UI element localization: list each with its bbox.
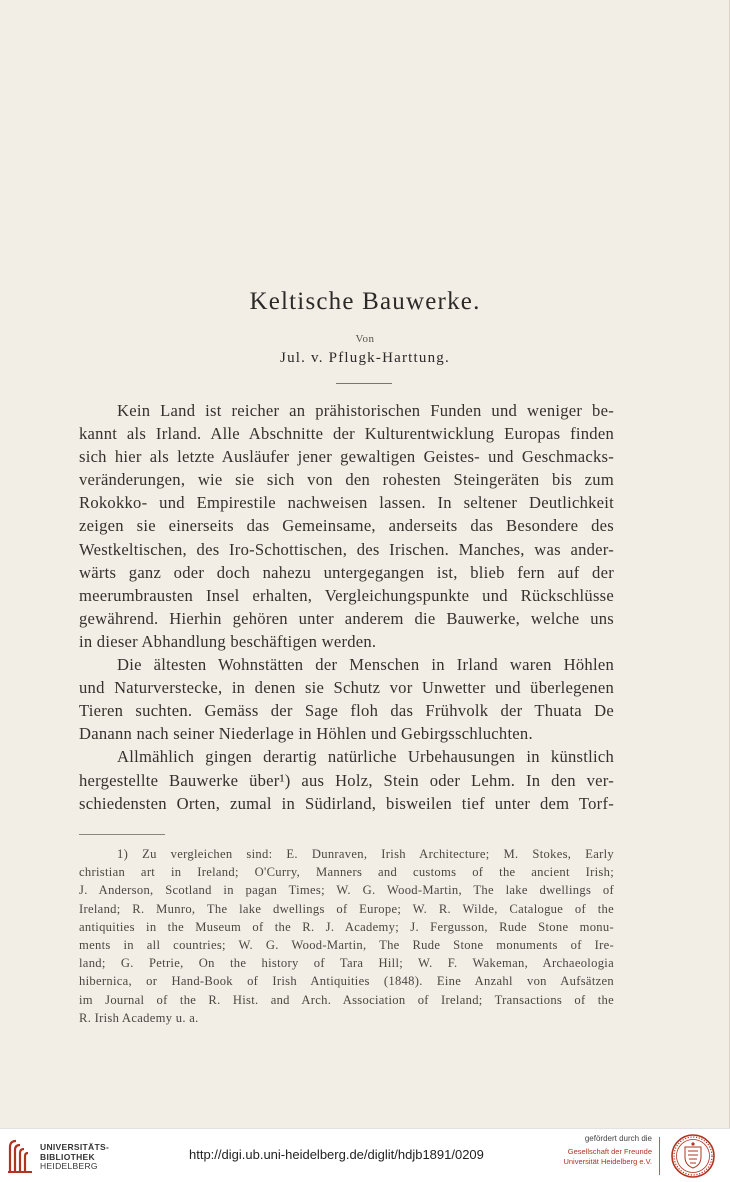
library-logo-icon[interactable] — [6, 1137, 36, 1175]
byline-von: Von — [355, 333, 375, 345]
article-author: Jul. v. Pflugk-Harttung. — [280, 350, 450, 366]
article-title: Keltische Bauwerke. — [249, 288, 481, 315]
body-line: hergestellte Bauwerke über¹) aus Holz, Stein oder Lehm. In den ver- — [79, 770, 614, 790]
footnote-line: Ireland; R. Munro, The lake dwellings of Europe; W. R. Wilde, Catalogue of the — [79, 901, 614, 916]
body-line: zeigen sie einerseits das Gemeinsame, anderseits das Besondere des — [79, 516, 614, 536]
body-line: Westkeltischen, des Iro-Schottischen, des Irischen. Manches, was ander- — [79, 539, 614, 559]
body-text — [79, 399, 614, 815]
footnote-line: im Journal of the R. Hist. and Arch. Association of Ireland; Transactions of the — [79, 992, 614, 1007]
footnote-divider — [79, 834, 165, 835]
footnote-line: 1) Zu vergleichen sind: E. Dunraven, Irish Architecture; M. Stokes, Early — [117, 847, 614, 861]
footnote-line: antiquities in the Museum of the R. J. Academy; J. Fergusson, Rude Stone monu- — [79, 919, 614, 934]
sponsor-divider — [659, 1137, 660, 1175]
viewer-footer — [0, 1128, 730, 1182]
footnote-line: J. Anderson, Scotland in pagan Times; W. G. Wood-Martin, The lake dwellings of — [79, 883, 614, 898]
body-line: meerumbrausten Insel erhalten, Vergleichungspunkte und Rückschlüsse — [79, 585, 614, 605]
body-line: in dieser Abhandlung beschäftigen werden. — [79, 631, 377, 651]
permalink-url[interactable]: http://digi.ub.uni-heidelberg.de/diglit/hdjb1891/0209 — [189, 1147, 484, 1162]
footnote-line: ments in all countries; W. G. Wood-Martin, The Rude Stone monuments of Ire- — [79, 938, 614, 953]
footnote — [79, 845, 614, 1027]
sponsor-label: gefördert durch die — [584, 1134, 652, 1143]
body-line: Tieren suchten. Gemäss der Sage floh das Frühvolk der Thuata De — [79, 701, 614, 721]
library-name-line: UNIVERSITÄTS- — [40, 1142, 110, 1152]
body-line: Die ältesten Wohnstätten der Menschen in Irland waren Höhlen — [117, 655, 614, 675]
library-name-line: BIBLIOTHEK — [40, 1151, 95, 1162]
body-line: und Naturverstecke, in denen sie Schutz vor Unwetter und überlegenen — [79, 678, 614, 698]
body-line: Danann nach seiner Niederlage in Höhlen und Gebirgsschluchten. — [79, 724, 533, 744]
body-line: schiedensten Orten, zumal in Südirland, bisweilen tief unter dem Torf- — [79, 793, 614, 813]
body-line: gewährend. Hierhin gehören unter anderem die Bauwerke, welche uns — [79, 608, 614, 628]
sponsor-org: Gesellschaft der Freunde — [567, 1147, 652, 1156]
title-divider — [336, 383, 392, 384]
library-name-line: HEIDELBERG — [40, 1161, 98, 1171]
footnote-line: hibernica, or Hand-Book of Irish Antiquities (1848). Eine Anzahl von Aufsätzen — [79, 974, 614, 989]
university-seal-icon[interactable] — [670, 1133, 716, 1179]
body-line: veränderungen, wie sie sich von den rohesten Steingeräten bis zum — [79, 470, 614, 490]
sponsor-org: Universität Heidelberg e.V. — [563, 1157, 652, 1166]
body-line: wärts ganz oder doch nahezu untergegangen ist, blieb fern auf der — [79, 562, 614, 582]
footnote-line: land; G. Petrie, On the history of Tara Hill; W. F. Wakeman, Archaeologia — [79, 956, 614, 971]
footnote-line: christian art in Ireland; O'Curry, Manners and customs of the ancient Irish; — [79, 865, 614, 880]
body-line: sich hier als letzte Ausläufer jener gewaltigen Geistes- und Geschmacks- — [79, 447, 614, 467]
body-line: Allmählich gingen derartig natürliche Urbehausungen in künstlich — [117, 747, 614, 767]
footnote-line: R. Irish Academy u. a. — [79, 1010, 199, 1025]
body-line: Kein Land ist reicher an prähistorischen Funden und weniger be- — [117, 401, 614, 420]
library-name — [40, 1143, 109, 1172]
sponsor-credit — [563, 1134, 652, 1167]
body-line: Rokokko- und Empirestile nachweisen lassen. In seltener Deutlichkeit — [79, 493, 614, 513]
body-line: kannt als Irland. Alle Abschnitte der Kulturentwicklung Europas finden — [79, 424, 614, 444]
